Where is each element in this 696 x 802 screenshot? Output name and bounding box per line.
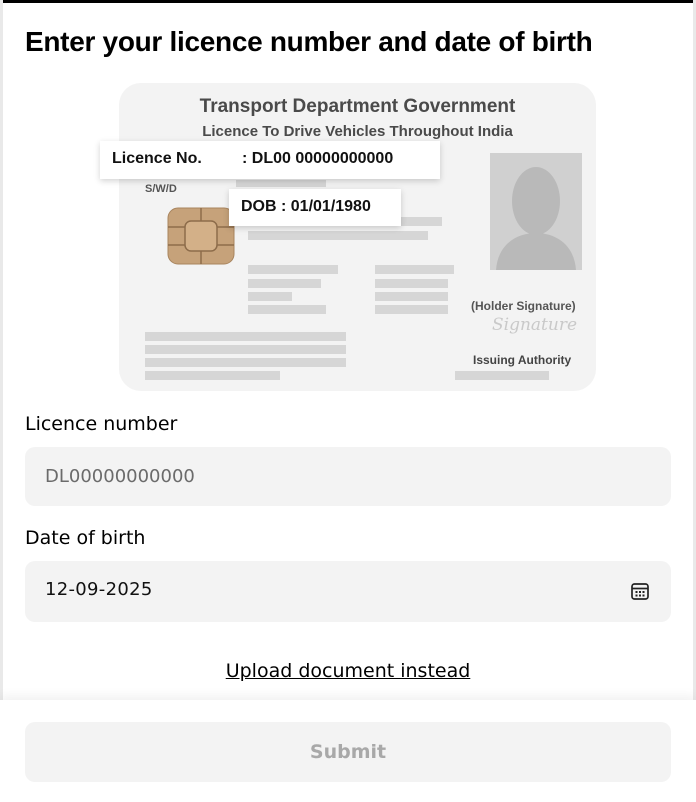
placeholder-line <box>248 305 326 314</box>
card-title: Transport Department Government <box>199 96 516 117</box>
dob-callout-value: DOB : 01/01/1980 <box>241 198 371 215</box>
issuing-authority-label: Issuing Authority <box>473 353 572 367</box>
holder-signature-label: (Holder Signature) <box>471 299 576 313</box>
upload-document-link[interactable]: Upload document instead <box>225 660 471 682</box>
chip-icon <box>167 207 235 265</box>
placeholder-line <box>455 371 549 380</box>
date-of-birth-field[interactable] <box>25 561 671 622</box>
placeholder-line <box>145 371 280 380</box>
calendar-icon[interactable] <box>630 581 650 601</box>
licence-number-field[interactable] <box>25 447 671 506</box>
licence-number-callout <box>100 141 440 179</box>
date-of-birth-value[interactable]: 12-09-2025 <box>45 579 153 600</box>
placeholder-line <box>248 265 338 274</box>
placeholder-line <box>248 231 428 240</box>
licence-number-input[interactable] <box>45 447 651 506</box>
placeholder-line <box>375 265 454 274</box>
licence-number-label: Licence number <box>25 413 178 435</box>
placeholder-line <box>145 358 346 367</box>
placeholder-line <box>145 332 346 341</box>
top-border <box>0 0 696 3</box>
submit-button[interactable]: Submit <box>25 722 671 782</box>
dob-callout <box>229 189 401 226</box>
placeholder-line <box>375 305 448 314</box>
placeholder-line <box>248 292 292 301</box>
placeholder-line <box>236 180 326 187</box>
licence-illustration <box>119 83 596 391</box>
placeholder-line <box>145 345 346 354</box>
date-of-birth-label: Date of birth <box>25 527 146 549</box>
placeholder-line <box>375 279 448 288</box>
placeholder-line <box>375 292 448 301</box>
swd-label: S/W/D <box>145 183 177 195</box>
card-subtitle: Licence To Drive Vehicles Throughout India <box>202 123 513 140</box>
licence-callout-value: : DL00 00000000000 <box>242 150 394 167</box>
placeholder-line <box>248 279 321 288</box>
page-title: Enter your licence number and date of birth <box>25 26 593 57</box>
holder-photo-icon <box>490 153 582 270</box>
signature: Signature <box>492 315 578 335</box>
licence-callout-key: Licence No. <box>112 150 202 167</box>
